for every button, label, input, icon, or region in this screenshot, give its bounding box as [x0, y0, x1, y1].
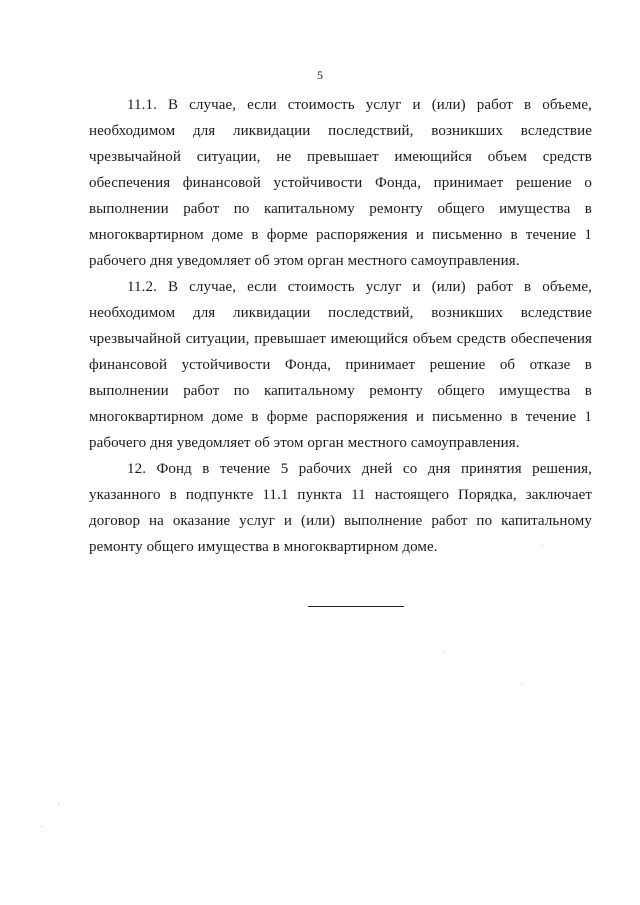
scan-speck	[542, 545, 543, 546]
paragraph-12: 12. Фонд в течение 5 рабочих дней со дня принятия решения, указанного в подпункте 11.1 пункта 11 настоящего Порядка, заключает договор на оказание услуг и (или) выполнение работ по капитальному ремонту общего имущества в многоквартирном доме.	[89, 461, 592, 555]
document-body	[89, 92, 592, 560]
scan-speck	[444, 652, 445, 653]
scan-speck	[58, 803, 59, 804]
page-number: 5	[317, 68, 323, 82]
scan-speck	[41, 826, 42, 827]
paragraph-11-2: 11.2. В случае, если стоимость услуг и (или) работ в объеме, необходимом для ликвидации последствий, возникших вследствие чрезвычайной ситуации, превышает имеющийся объем средств обеспечения финансовой устойчивости Фонда, принимает решение об отказе в выполнении работ по капитальному ремонту общего имущества в многоквартирном доме в форме распоряжения и письменно в течение 1 рабочего дня уведомляет об этом орган местного самоуправления.	[89, 279, 592, 451]
end-separator-line	[308, 606, 404, 607]
scan-speck	[521, 683, 522, 684]
paragraph-11-1: 11.1. В случае, если стоимость услуг и (или) работ в объеме, необходимом для ликвидации последствий, возникших вследствие чрезвычайной ситуации, не превышает имеющийся объем средств обеспечения финансовой устойчивости Фонда, принимает решение о выполнении работ по капитальному ремонту общего имущества в многоквартирном доме в форме распоряжения и письменно в течение 1 рабочего дня уведомляет об этом орган местного самоуправления.	[89, 97, 592, 269]
